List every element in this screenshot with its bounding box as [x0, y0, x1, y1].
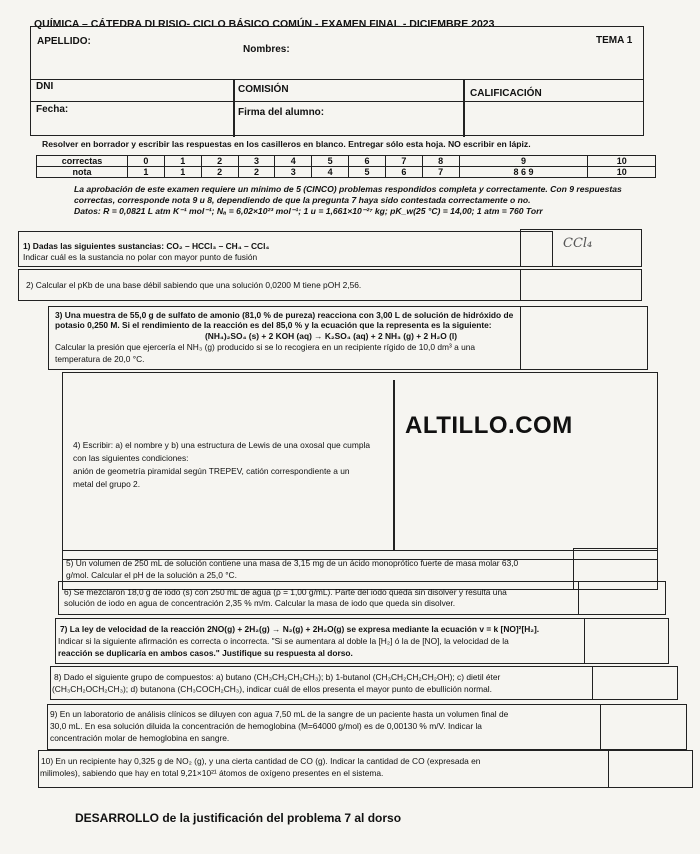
grade-cell: 8 6 9 [459, 167, 588, 178]
question-4-line-2: con las siguientes condiciones: [73, 453, 189, 463]
grade-cell: 0 [128, 156, 165, 167]
answer-8-box[interactable] [592, 666, 678, 700]
question-9-line-1: 9) En un laboratorio de análisis clínicos se diluyen con agua 7,50 mL de la sangre de un paciente hasta un volumen final de [50, 709, 509, 719]
question-7-line-3: reacción se duplicaría en ambos casos." Justifique su respuesta al dorso. [58, 648, 353, 658]
question-10-line-1: 10) En un recipiente hay 0,325 g de NO₂ (g), y una cierta cantidad de CO (g). Indicar la cantidad de CO (expresada en [41, 756, 481, 766]
question-8-line-2: (CH₃CH₂OCH₂CH₃); d) butanona (CH₃COCH₂CH₃), indicar cuál de ellos presenta el mayor punto de ebullición normal. [52, 684, 492, 694]
row-label: correctas [37, 156, 128, 167]
question-10-line-2: milimoles), sabiendo que hay en total 9,21×10²¹ átomos de oxígeno presentes en el sistema. [40, 768, 384, 778]
grades-table [36, 155, 656, 178]
grade-cell: 7 [422, 167, 459, 178]
question-7-line-2: Indicar si la siguiente afirmación es correcta o incorrecta. "Si se aumentara al doble la [H₂] ó la de [NO], la velocidad de la [58, 636, 509, 646]
question-9-line-2: 30,0 mL. En esa solución diluida la concentración de hemoglobina (M=64000 g/mol) es de 0,00130 % m/V. Indicar la [50, 721, 482, 731]
grade-cell: 1 [128, 167, 165, 178]
exam-title: QUÍMICA – CÁTEDRA DI RISIO- CICLO BÁSICO COMÚN - EXAMEN FINAL - DICIEMBRE 2023 [34, 18, 495, 30]
question-1-line-2: Indicar cuál es la sustancia no polar con mayor punto de fusión [23, 252, 258, 262]
handwritten-answer-1: CCl₄ [563, 236, 593, 251]
question-6-line-2: solución de iodo en agua de concentración 2,35 % m/m. Calcular la masa de iodo que queda sin disolver. [64, 598, 456, 608]
table-row [37, 156, 656, 167]
grade-cell: 1 [164, 156, 201, 167]
answer-6-box[interactable] [578, 581, 666, 615]
grade-cell: 7 [385, 156, 422, 167]
grade-cell: 8 [422, 156, 459, 167]
grade-cell: 10 [588, 156, 656, 167]
question-3-line-5: temperatura de 20,0 °C. [55, 354, 145, 364]
grade-cell: 3 [275, 167, 312, 178]
grade-cell: 1 [164, 167, 201, 178]
firma-label: Firma del alumno: [238, 107, 325, 118]
question-8-line-1: 8) Dado el siguiente grupo de compuestos: a) butano (CH₃CH₂CH₂CH₃); b) 1-butanol (CH₃CH₂CH₂CH₂OH); c) dietil éter [54, 672, 501, 682]
question-3-equation: (NH₄)₂SO₄ (s) + 2 KOH (aq) → K₂SO₄ (aq) + 2 NH₃ (g) + 2 H₂O (l) [205, 331, 457, 341]
grade-cell: 5 [349, 167, 386, 178]
question-3-line-1: 3) Una muestra de 55,0 g de sulfato de amonio (81,0 % de pureza) reacciona con 3,00 L de solución de hidróxido de [55, 310, 514, 320]
question-4-line-1: 4) Escribir: a) el nombre y b) una estructura de Lewis de una oxosal que cumpla [73, 440, 370, 450]
question-7-line-1: 7) La ley de velocidad de la reacción 2NO(g) + 2H₂(g) → N₂(g) + 2H₂O(g) se expresa mediante la ecuación v = k [NO]²[H₂]. [60, 624, 540, 634]
question-3-line-2: potasio 0,250 M. Si el rendimiento de la reacción es del 85,0 % y la ecuación que la representa es la siguiente: [55, 320, 492, 330]
watermark-logo: ALTILLO.COM [405, 412, 573, 439]
question-4-line-4: metal del grupo 2. [73, 479, 141, 489]
approval-note [74, 184, 644, 217]
grade-cell: 9 [459, 156, 588, 167]
grade-cell: 6 [385, 167, 422, 178]
row-label: nota [37, 167, 128, 178]
question-5-line-2: g/mol. Calcular el pH de la solución a 25,0 °C. [66, 570, 237, 580]
answer-7-box[interactable] [584, 618, 669, 664]
grade-cell: 10 [588, 167, 656, 178]
grade-cell: 2 [201, 167, 238, 178]
note-line-1: La aprobación de este examen requiere un mínimo de 5 (CINCO) problemas respondidos completa y correctamente. Con 9 respuestas [74, 184, 622, 194]
apellido-label: APELLIDO: [37, 36, 91, 47]
answer-2-box[interactable] [520, 269, 642, 301]
footer-note: DESARROLLO de la justificación del problema 7 al dorso [75, 811, 402, 825]
question-3-line-4: Calcular la presión que ejercería el NH₃ (g) producido si se lo recogiera en un recipiente rígido de 10,0 dm³ a una [55, 342, 476, 352]
grade-cell: 6 [349, 156, 386, 167]
answer-9-box[interactable] [600, 704, 687, 750]
question-5-line-1: 5) Un volumen de 250 mL de solución contiene una masa de 3,15 mg de un ácido monoprótico fuerte de masa molar 63,0 [66, 558, 519, 568]
note-line-2: correctas, corresponde nota 9 u 8, dependiendo de que la pregunta 7 haya sido contestada correctamente o no. [74, 195, 531, 205]
question-2: 2) Calcular el pKb de una base débil sabiendo que una solución 0,0200 M tiene pOH 2,56. [26, 280, 362, 290]
question-4-line-3: anión de geometría piramidal según TREPEV, catión correspondiente a un [73, 466, 350, 476]
instructions: Resolver en borrador y escribir las respuestas en los casilleros en blanco. Entregar sólo esta hoja. NO escribir en lápiz. [42, 139, 531, 149]
grade-cell: 2 [201, 156, 238, 167]
dni-label: DNI [36, 81, 54, 92]
question-9-line-3: concentración molar de hemoglobina en sangre. [50, 733, 230, 743]
fecha-label: Fecha: [36, 104, 69, 115]
answer-10-box[interactable] [608, 750, 693, 788]
data-constants: Datos: R = 0,0821 L atm K⁻¹ mol⁻¹; Nₐ = 6,02×10²³ mol⁻¹; 1 u = 1,661×10⁻²⁷ kg; pK_w(25 °C) = 14,00; 1 atm = 760 Torr [74, 206, 543, 216]
nombres-label: Nombres: [243, 44, 290, 55]
grade-cell: 5 [312, 156, 349, 167]
calificacion-label: CALIFICACIÓN [470, 88, 542, 99]
question-1-line-1: 1) Dadas las siguientes sustancias: CO₂ – HCCl₃ – CH₄ – CCl₄ [23, 241, 270, 251]
question-4-divider [393, 380, 395, 550]
grade-cell: 4 [275, 156, 312, 167]
student-info-box [30, 26, 644, 136]
comision-label: COMISIÓN [238, 84, 289, 95]
table-row [37, 167, 656, 178]
grade-cell: 3 [238, 156, 275, 167]
grade-cell: 4 [312, 167, 349, 178]
grade-cell: 2 [238, 167, 275, 178]
tema-label: TEMA 1 [596, 35, 633, 46]
question-6-line-1: 6) Se mezclaron 18,0 g de iodo (s) con 250 mL de agua (ρ = 1,00 g/mL). Parte del iodo queda sin disolver y resulta una [64, 587, 507, 597]
answer-3-box[interactable] [520, 306, 648, 370]
